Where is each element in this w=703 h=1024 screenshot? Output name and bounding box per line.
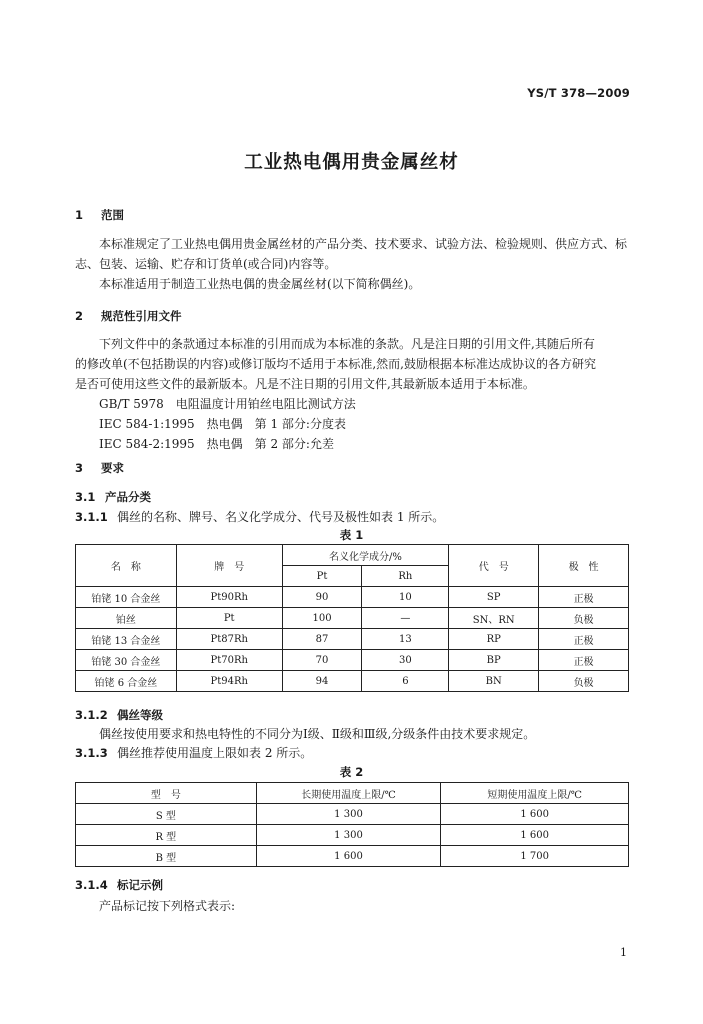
cell-rh: 13 [362,629,449,650]
cell-short-term: 1 600 [441,804,629,825]
page-number: 1 [620,946,627,959]
table-row [76,650,629,671]
document-title: 工业热电偶用贵金属丝材 [244,152,459,173]
cell-code: SN、RN [449,608,539,629]
cell-pt: 87 [282,629,362,650]
text-line: 下列文件中的条款通过本标准的引用而成为本标准的条款。凡是注日期的引用文件,其随后所有 [99,337,595,351]
clause-3-1-3 [75,744,312,761]
section-3-heading [75,460,124,476]
header-polarity: 极 性 [539,545,629,587]
section-1-paragraph-2 [75,274,420,294]
table-row [76,804,629,825]
text-line: 本标准适用于制造工业热电偶的贵金属丝材(以下简称偶丝)。 [99,277,421,291]
cell-model: B 型 [76,846,257,867]
table-row [76,608,629,629]
cell-long-term: 1 300 [256,825,441,846]
cell-pt: 70 [282,650,362,671]
cell-long-term: 1 600 [256,846,441,867]
cell-polarity: 负极 [539,671,629,692]
cell-grade: Pt87Rh [176,629,282,650]
cell-grade: Pt70Rh [176,650,282,671]
section-1-heading [75,207,124,223]
section-2-heading [75,308,182,324]
section-2-paragraph [75,334,596,454]
text-line: 本标准规定了工业热电偶用贵金属丝材的产品分类、技术要求、试验方法、检验规则、供应方式、标 [99,237,628,251]
table-1 [75,544,629,692]
clause-number: 3.1.2 [75,708,108,722]
table-1-caption: 表 1 [339,528,364,542]
clause-title: 标记示例 [117,878,163,892]
section-number: 3.1 [75,490,96,504]
header-short-term: 短期使用温度上限/℃ [441,783,629,804]
cell-polarity: 负极 [539,608,629,629]
cell-long-term: 1 300 [256,804,441,825]
table-2 [75,782,629,867]
cell-name: 铂铑 30 合金丝 [76,650,177,671]
cell-short-term: 1 600 [441,825,629,846]
section-number: 3 [75,461,84,475]
clause-3-1-4-text [75,897,235,914]
cell-code: SP [449,587,539,608]
cell-pt: 94 [282,671,362,692]
clause-3-1-2-text [75,725,535,742]
header-composition: 名义化学成分/% [282,545,449,566]
table-row [76,671,629,692]
cell-grade: Pt90Rh [176,587,282,608]
standard-code: YS/T 378—2009 [527,86,630,100]
section-title: 产品分类 [105,490,151,504]
header-model: 型 号 [76,783,257,804]
clause-number: 3.1.1 [75,510,108,524]
cell-polarity: 正极 [539,650,629,671]
cell-model: S 型 [76,804,257,825]
text-line: 的修改单(不包括勘误的内容)或修订版均不适用于本标准,然而,鼓励根据本标准达成协议的各方研究 [75,357,596,371]
header-name: 名 称 [76,545,177,587]
cell-pt: 100 [282,608,362,629]
header-grade: 牌 号 [176,545,282,587]
cell-name: 铂铑 13 合金丝 [76,629,177,650]
cell-rh: 10 [362,587,449,608]
header-long-term: 长期使用温度上限/℃ [256,783,441,804]
cell-code: BN [449,671,539,692]
cell-model: R 型 [76,825,257,846]
cell-polarity: 正极 [539,587,629,608]
subsection-3-1-heading [75,489,151,505]
section-title: 规范性引用文件 [101,309,182,323]
reference-item: IEC 584-1:1995 热电偶 第 1 部分:分度表 [99,417,346,431]
cell-grade: Pt [176,608,282,629]
cell-name: 铂铑 6 合金丝 [76,671,177,692]
clause-3-1-2-heading [75,707,163,723]
cell-short-term: 1 700 [441,846,629,867]
text-line: 志、包装、运输、贮存和订货单(或合同)内容等。 [75,257,337,271]
cell-code: RP [449,629,539,650]
section-title: 范围 [101,208,124,222]
header-pt: Pt [282,566,362,587]
clause-number: 3.1.4 [75,878,108,892]
cell-rh: — [362,608,449,629]
section-number: 1 [75,208,84,222]
section-title: 要求 [101,461,124,475]
table-header-row [76,783,629,804]
clause-3-1-4-heading [75,877,163,893]
clause-3-1-1 [75,508,444,525]
reference-item: IEC 584-2:1995 热电偶 第 2 部分:允差 [99,437,334,451]
table-row [76,629,629,650]
section-1-paragraph-1 [75,234,627,274]
header-code: 代 号 [449,545,539,587]
clause-text: 产品标记按下列格式表示: [99,899,236,913]
table-2-caption: 表 2 [339,765,364,779]
cell-code: BP [449,650,539,671]
cell-rh: 6 [362,671,449,692]
cell-grade: Pt94Rh [176,671,282,692]
reference-item: GB/T 5978 电阻温度计用铂丝电阻比测试方法 [99,397,356,411]
clause-text: 偶丝按使用要求和热电特性的不同分为Ⅰ级、Ⅱ级和Ⅲ级,分级条件由技术要求规定。 [99,727,536,741]
table-row [76,587,629,608]
cell-name: 铂丝 [76,608,177,629]
text-line: 是否可使用这些文件的最新版本。凡是不注日期的引用文件,其最新版本适用于本标准。 [75,377,535,391]
clause-title: 偶丝等级 [117,708,163,722]
section-number: 2 [75,309,84,323]
table-header-row [76,545,629,566]
table-row [76,846,629,867]
cell-pt: 90 [282,587,362,608]
clause-number: 3.1.3 [75,746,108,760]
cell-polarity: 正极 [539,629,629,650]
header-rh: Rh [362,566,449,587]
cell-name: 铂铑 10 合金丝 [76,587,177,608]
cell-rh: 30 [362,650,449,671]
clause-text: 偶丝推荐使用温度上限如表 2 所示。 [117,746,313,760]
table-row [76,825,629,846]
clause-text: 偶丝的名称、牌号、名义化学成分、代号及极性如表 1 所示。 [117,510,445,524]
